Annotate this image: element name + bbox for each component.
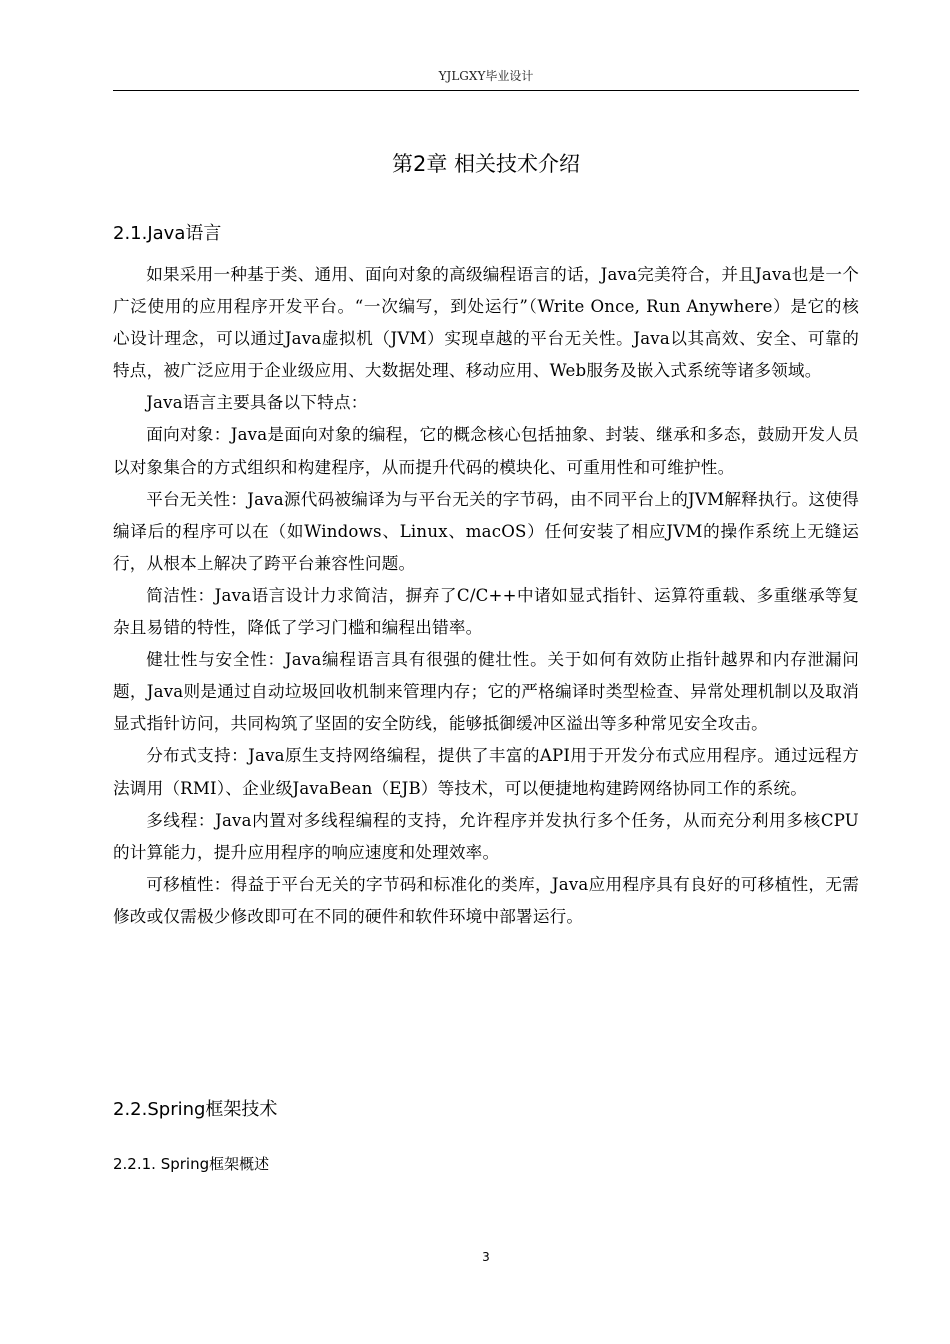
chapter-title: 第2章 相关技术介绍: [391, 152, 581, 176]
section-heading-spring: 2.2.Spring框架技术: [113, 1099, 278, 1120]
paragraph-multithreading: 多线程：Java内置对多线程编程的支持，允许程序并发执行多个任务，从而充分利用多核CPU的计算能力，提升应用程序的响应速度和处理效率。: [113, 810, 859, 862]
paragraph-features-lead: Java语言主要具备以下特点：: [146, 393, 368, 413]
page-header: YJLGXY毕业设计: [113, 68, 859, 91]
paragraph-robustness-security: 健壮性与安全性：Java编程语言具有很强的健壮性。关于如何有效防止指针越界和内存泄漏问题，Java则是通过自动垃圾回收机制来管理内存；它的严格编译时类型检查、异常处理机制以及取消显式指针访问，共同构筑了坚固的安全防线，能够抵御缓冲区溢出等多种常见安全攻击。: [113, 650, 859, 734]
page-number: 3: [482, 1250, 490, 1264]
paragraph-simplicity: 简洁性：Java语言设计力求简洁，摒弃了C/C++中诸如显式指针、运算符重载、多重继承等复杂且易错的特性，降低了学习门槛和编程出错率。: [113, 585, 859, 638]
paragraph-platform-independence: 平台无关性：Java源代码被编译为与平台无关的字节码，由不同平台上的JVM解释执行。这使得编译后的程序可以在（如Windows、Linux、macOS）任何安装了相应JVM的操作系统上无缝运行，从根本上解决了跨平台兼容性问题。: [113, 489, 859, 573]
section-heading-java: 2.1.Java语言: [113, 223, 222, 244]
section-body-java: [113, 259, 859, 933]
paragraph-distributed: 分布式支持：Java原生支持网络编程，提供了丰富的API用于开发分布式应用程序。通过远程方法调用（RMI）、企业级JavaBean（EJB）等技术，可以便捷地构建跨网络协同工作的系统。: [113, 746, 859, 798]
paragraph-object-oriented: 面向对象：Java是面向对象的编程，它的概念核心包括抽象、封装、继承和多态，鼓励开发人员以对象集合的方式组织和构建程序，从而提升代码的模块化、可重用性和可维护性。: [113, 425, 859, 477]
paragraph-portability: 可移植性：得益于平台无关的字节码和标准化的类库，Java应用程序具有良好的可移植性，无需修改或仅需极少修改即可在不同的硬件和软件环境中部署运行。: [113, 874, 859, 926]
paragraph-intro: 如果采用一种基于类、通用、面向对象的高级编程语言的话，Java完美符合，并且Java也是一个广泛使用的应用程序开发平台。“一次编写，到处运行”（Write Once, Run Anywhere）是它的核心设计理念，可以通过Java虚拟机（JVM）实现卓越的平台无关性。Java以其高效、安全、可靠的特点，被广泛应用于企业级应用、大数据处理、移动应用、Web服务及嵌入式系统等诸多领域。: [113, 265, 859, 381]
subsection-heading-spring-overview: 2.2.1. Spring框架概述: [113, 1155, 270, 1173]
